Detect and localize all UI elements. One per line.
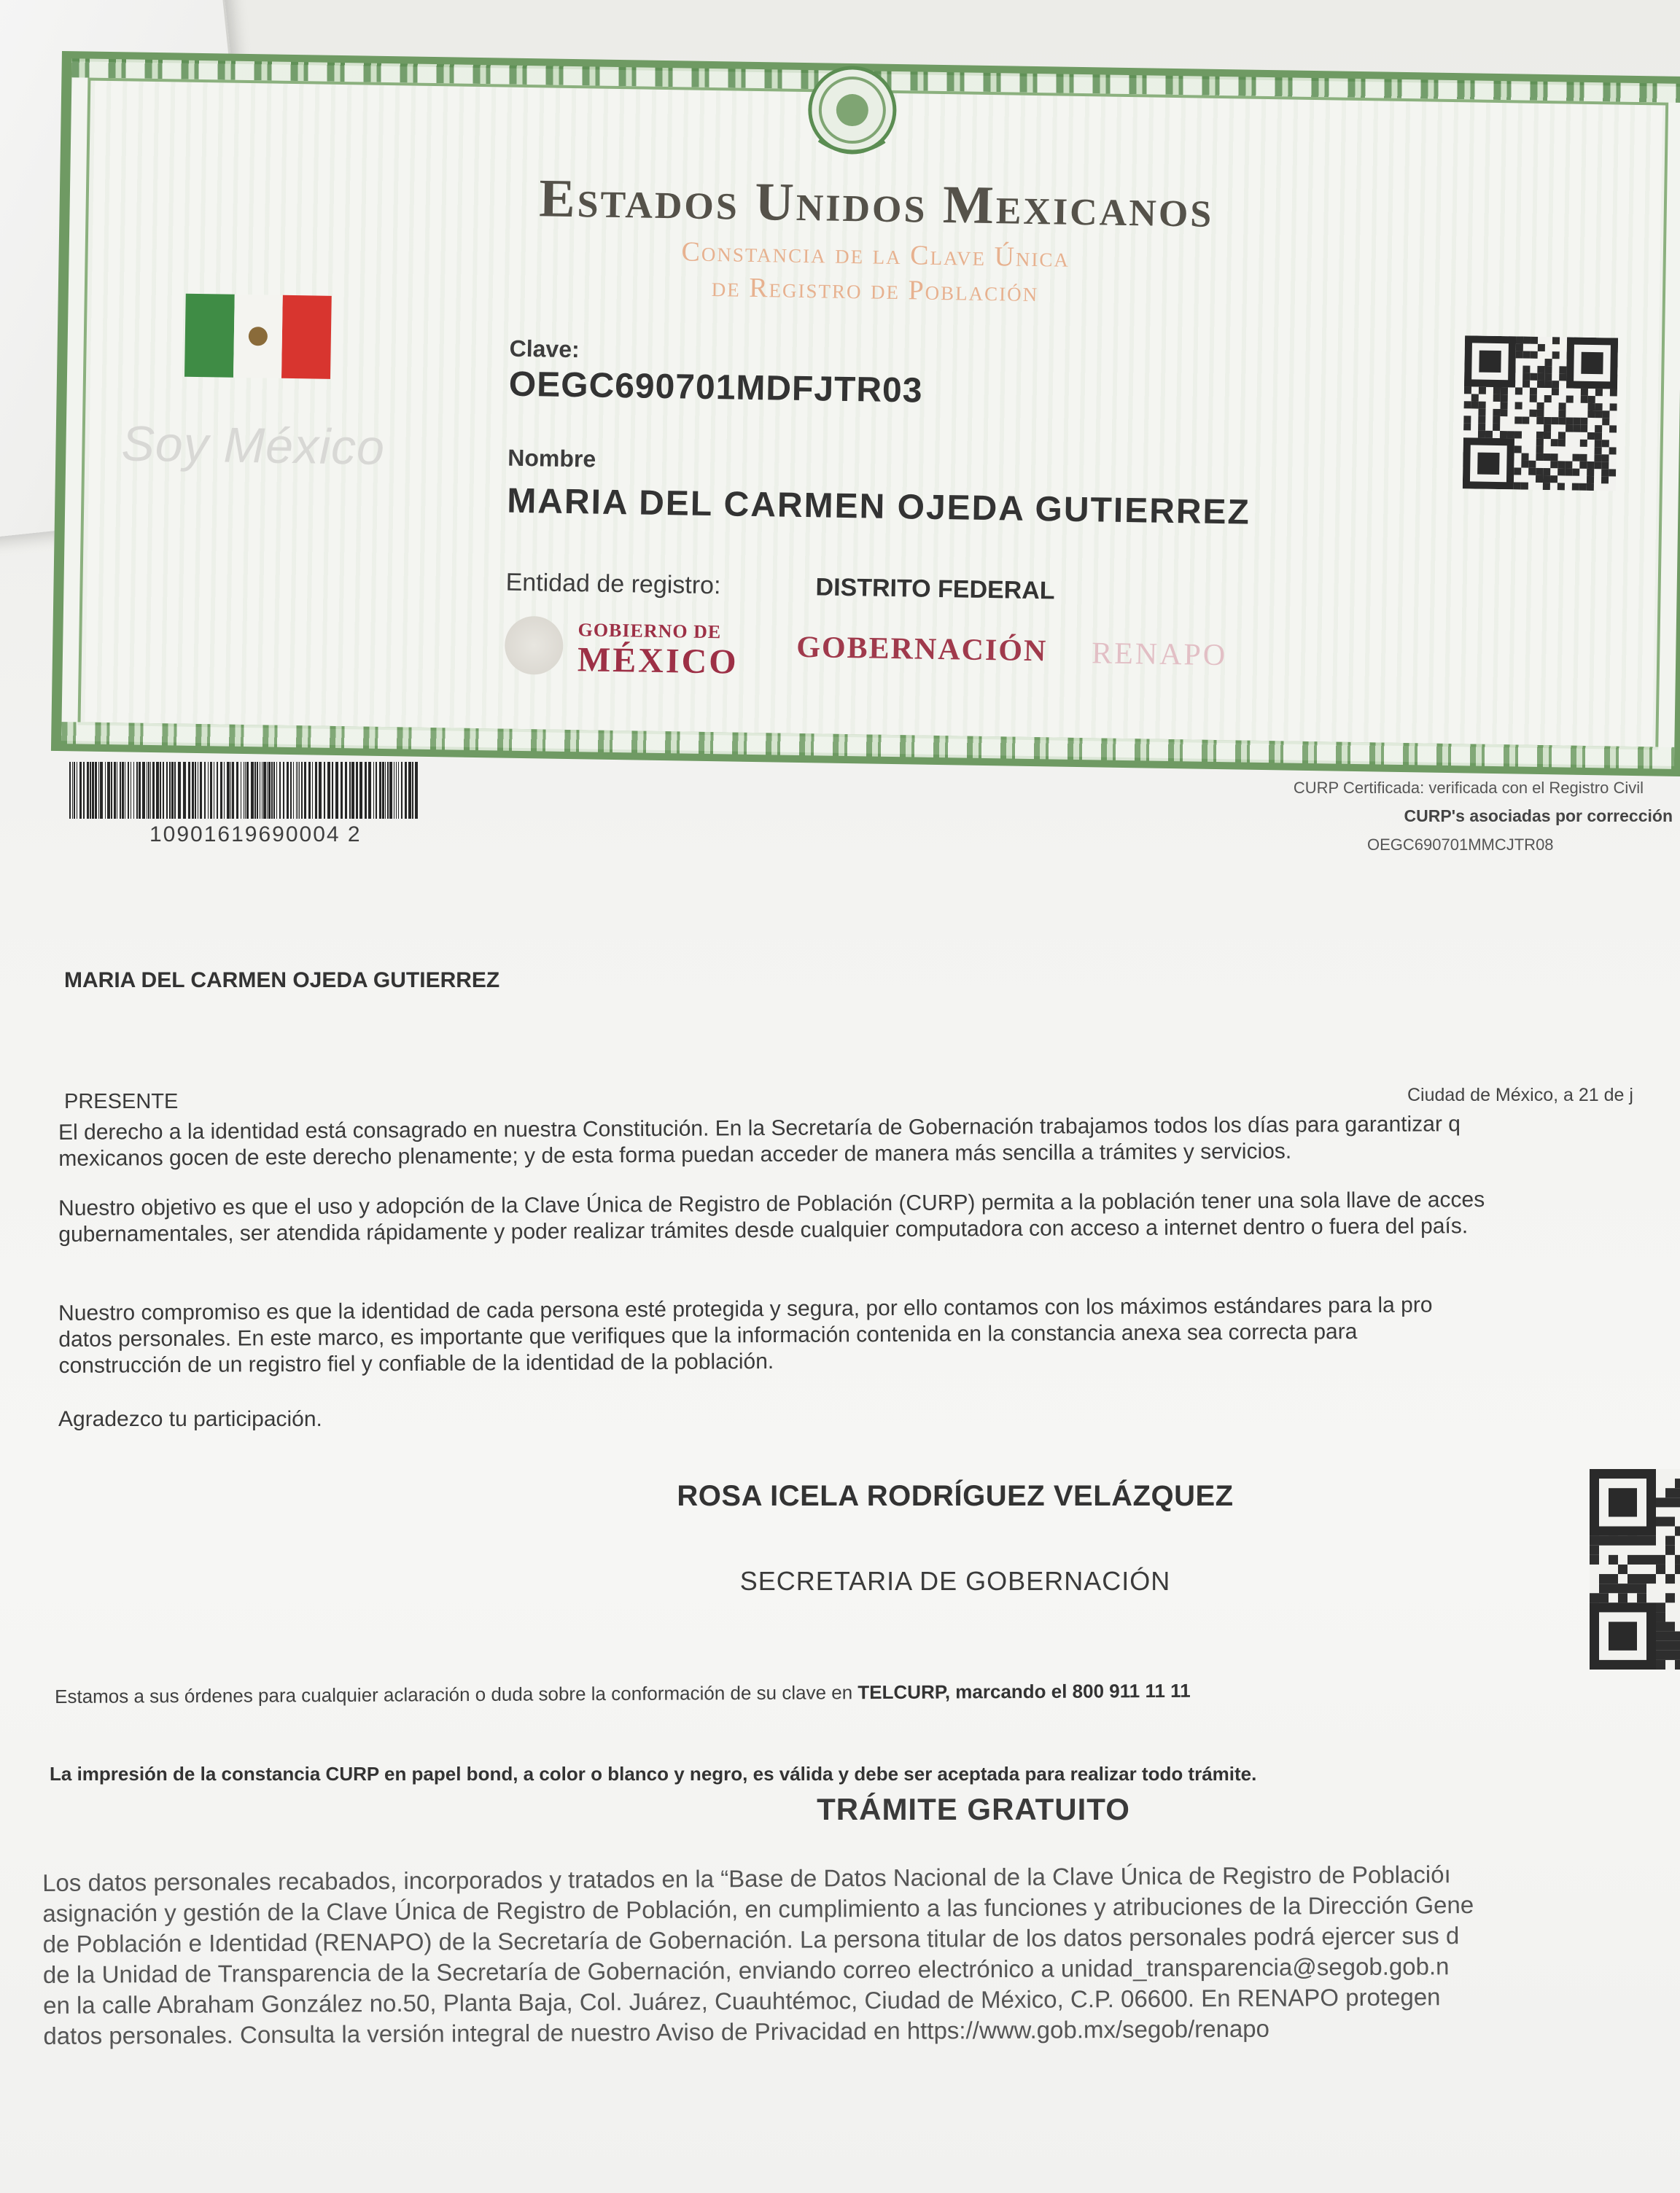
privacy-line: en la calle Abraham González no.50, Planta Baja, Col. Juárez, Cuauhtémoc, Ciudad de México, C.P. 06600. En RENAPO protegen bbox=[43, 1983, 1441, 2019]
letter-place-date: Ciudad de México, a 21 de j bbox=[1407, 1085, 1633, 1105]
paragraph-line: Nuestro compromiso es que la identidad de cada persona esté protegida y segura, por ello contamos con los máximos estándares para la pro bbox=[58, 1293, 1433, 1325]
mexico-flag-icon bbox=[184, 294, 332, 379]
nombre-label: Nombre bbox=[508, 444, 596, 472]
paragraph-line: construcción de un registro fiel y confiable de la identidad de la población. bbox=[58, 1349, 774, 1378]
contact-notice bbox=[55, 1680, 1191, 1708]
soy-mexico-watermark: Soy México bbox=[120, 416, 386, 476]
national-emblem-icon bbox=[797, 60, 908, 163]
privacy-line: de la Unidad de Transparencia de la Secretaría de Gobernación, enviando correo electrónico a unidad_transparencia@segob.gob.n bbox=[42, 1952, 1450, 1988]
contact-text: Estamos a sus órdenes para cualquier aclaración o duda sobre la conformación de su clave en bbox=[55, 1681, 858, 1707]
tramite-gratuito-heading: TRÁMITE GRATUITO bbox=[817, 1792, 1130, 1826]
barcode-icon bbox=[69, 762, 419, 819]
paragraph-line: datos personales. En este marco, es importante que verifiques que la información contenida en la constancia anexa sea correcta para bbox=[58, 1320, 1358, 1352]
signatory-title: SECRETARIA DE GOBERNACIÓN bbox=[739, 1566, 1171, 1596]
letter-presente: PRESENTE bbox=[64, 1090, 179, 1113]
telcurp-phone: TELCURP, marcando el 800 911 11 11 bbox=[858, 1679, 1191, 1704]
gobierno-logo-line2: MÉXICO bbox=[577, 640, 739, 682]
nombre-value: MARIA DEL CARMEN OJEDA GUTIERREZ bbox=[506, 481, 1251, 532]
paragraph-line: El derecho a la identidad está consagrado en nuestra Constitución. En la Secretaría de Gobernación trabajamos todos los días para garantizar q bbox=[58, 1112, 1461, 1145]
certificate-subtitle-line2: de Registro de Población bbox=[711, 272, 1039, 308]
curp-asociada-value: OEGC690701MMCJTR08 bbox=[1367, 835, 1554, 854]
privacy-line: Los datos personales recabados, incorporados y tratados en la “Base de Datos Nacional de la Clave Única de Registro de Poblacióı bbox=[42, 1861, 1451, 1896]
curp-asociadas-label: CURP's asociadas por corrección bbox=[1404, 806, 1673, 825]
curp-certificada-note: CURP Certificada: verificada con el Registro Civil bbox=[1293, 779, 1644, 797]
letter-paragraph-3 bbox=[58, 1290, 1680, 1379]
certificate-title: Estados Unidos Mexicanos bbox=[538, 168, 1214, 239]
qr-code-icon bbox=[1463, 335, 1618, 491]
privacy-notice bbox=[42, 1857, 1680, 2052]
flag-red-stripe bbox=[281, 295, 331, 379]
privacy-line: asignación y gestión de la Clave Única de Registro de Población, en cumplimiento a las funciones y atribuciones de la Dirección Gene bbox=[42, 1891, 1474, 1927]
barcode-number: 10901619690004 2 bbox=[149, 822, 362, 846]
gobierno-logo-line1: GOBIERNO DE bbox=[578, 619, 722, 643]
renapo-logo: RENAPO bbox=[1091, 636, 1228, 673]
qr-code-secondary-icon bbox=[1590, 1469, 1680, 1670]
letter-recipient: MARIA DEL CARMEN OJEDA GUTIERREZ bbox=[64, 968, 500, 992]
flag-seal-icon bbox=[249, 327, 268, 346]
entidad-value: DISTRITO FEDERAL bbox=[815, 573, 1055, 605]
paragraph-line: Nuestro objetivo es que el uso y adopción de la Clave Única de Registro de Población (CURP) permita a la población tener una sola llave de acces bbox=[58, 1188, 1485, 1220]
gobernacion-logo: GOBERNACIÓN bbox=[796, 630, 1048, 669]
clave-value: OEGC690701MDFJTR03 bbox=[508, 365, 923, 410]
letter-paragraph-2 bbox=[58, 1185, 1680, 1248]
clave-label: Clave: bbox=[509, 335, 580, 363]
entidad-label: Entidad de registro: bbox=[505, 568, 721, 600]
flag-white-stripe bbox=[233, 295, 283, 378]
certificate-subtitle-line1: Constancia de la Clave Única bbox=[681, 236, 1070, 273]
paragraph-line: gubernamentales, ser atendida rápidamente y poder realizar trámites desde cualquier computadora con acceso a internet dentro o fuera del país. bbox=[58, 1214, 1469, 1247]
curp-certificate bbox=[51, 51, 1680, 776]
letter-paragraph-1 bbox=[58, 1110, 1680, 1172]
privacy-line: de Población e Identidad (RENAPO) de la Secretaría de Gobernación. La persona titular de los datos personales podrá ejercer sus d bbox=[42, 1922, 1460, 1958]
privacy-line: datos personales. Consulta la versión integral de nuestro Aviso de Privacidad en https://www.gob.mx/segob/renapo bbox=[43, 2014, 1270, 2049]
signatory-name: ROSA ICELA RODRÍGUEZ VELÁZQUEZ bbox=[677, 1480, 1234, 1512]
paragraph-line: mexicanos gocen de este derecho plenamente; y de esta forma puedan acceder de manera más sencilla a trámites y servicios. bbox=[58, 1139, 1292, 1171]
bond-paper-notice: La impresión de la constancia CURP en papel bond, a color o blanco y negro, es válida y debe ser aceptada para realizar todo trámite. bbox=[50, 1763, 1257, 1785]
flag-green-stripe bbox=[184, 294, 234, 378]
letter-closing: Agradezco tu participación. bbox=[58, 1407, 322, 1431]
